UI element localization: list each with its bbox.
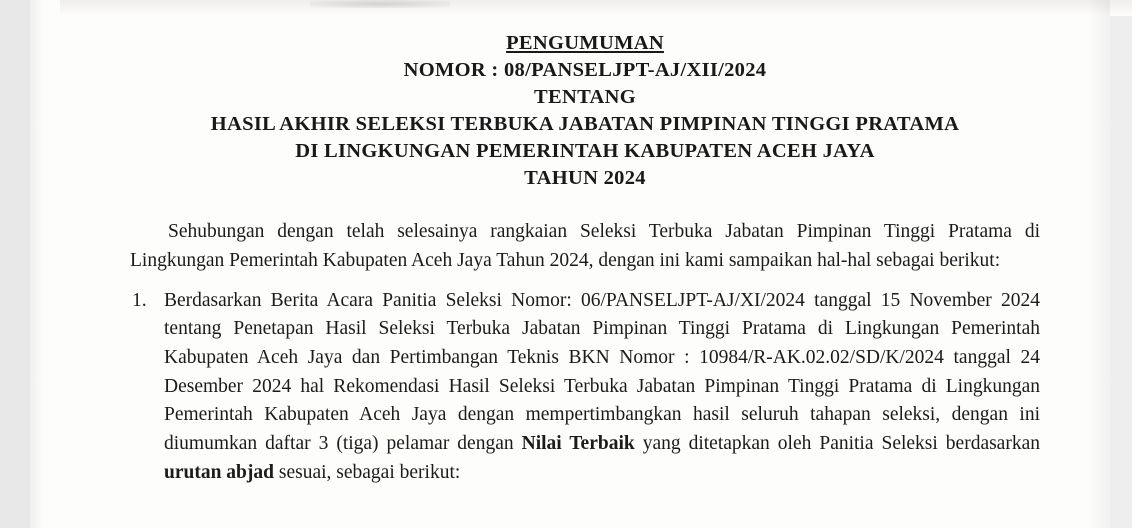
heading-line-6: TAHUN 2024 xyxy=(524,167,646,190)
heading-pengumuman: PENGUMUMAN xyxy=(506,32,664,54)
document-heading xyxy=(130,30,1040,192)
heading-line-4: HASIL AKHIR SELEKSI TERBUKA JABATAN PIMPINAN TINGGI PRATAMA xyxy=(210,113,960,136)
heading-line-2: NOMOR : 08/PANSELJPT-AJ/XII/2024 xyxy=(403,59,767,82)
list-item-marker: 1. xyxy=(132,289,147,311)
heading-line-1 xyxy=(130,30,1040,57)
document-content xyxy=(130,30,1040,487)
page-top-edge xyxy=(60,0,1132,16)
list-item xyxy=(130,287,1040,488)
item-1-text-part-3: sesuai, sebagai berikut: xyxy=(274,461,461,483)
item-1-bold-nilai-terbaik: Nilai Terbaik xyxy=(521,432,635,454)
item-1-bold-urutan-abjad: urutan abjad xyxy=(164,461,274,483)
heading-line-5: DI LINGKUNGAN PEMERINTAH KABUPATEN ACEH JAYA xyxy=(295,140,875,163)
intro-paragraph: Sehubungan dengan telah selesainya rangkaian Seleksi Terbuka Jabatan Pimpinan Tinggi Pratama di Lingkungan Pemerintah Kabupaten Aceh Jaya Tahun 2024, dengan ini kami sampaikan hal-hal sebagai berikut: xyxy=(130,221,1040,271)
item-1-text-part-1: Berdasarkan Berita Acara Panitia Seleksi Nomor: 06/PANSELJPT-AJ/XI/2024 tanggal 15 November 2024 tentang Penetapan Hasil Seleksi Terbuka Jabatan Pimpinan Tinggi Pratama di Lingkungan Pemerintah Kabupaten Aceh Jaya dan Pertimbangan Teknis BKN Nomor : 10984/R-AK.02.02/SD/K/2024 tanggal 24 Desember 2024 hal Rekomendasi Hasil Seleksi Terbuka Jabatan Pimpinan Tinggi Pratama di Lingkungan Pemerintah Kabupaten Aceh Jaya dengan mempertimbangkan hasil seluruh tahapan seleksi, dengan ini diumumkan daftar 3 (tiga) pelamar dengan xyxy=(164,289,1040,454)
heading-line-3: TENTANG xyxy=(534,86,636,109)
list-item-text xyxy=(164,287,1040,488)
item-1-text-part-2: yang ditetapkan oleh Panitia Seleksi berdasarkan xyxy=(634,432,1040,454)
document-body xyxy=(130,218,1040,487)
page-left-margin xyxy=(0,0,30,528)
page-right-margin xyxy=(1110,0,1132,528)
scan-artifact xyxy=(310,0,450,8)
